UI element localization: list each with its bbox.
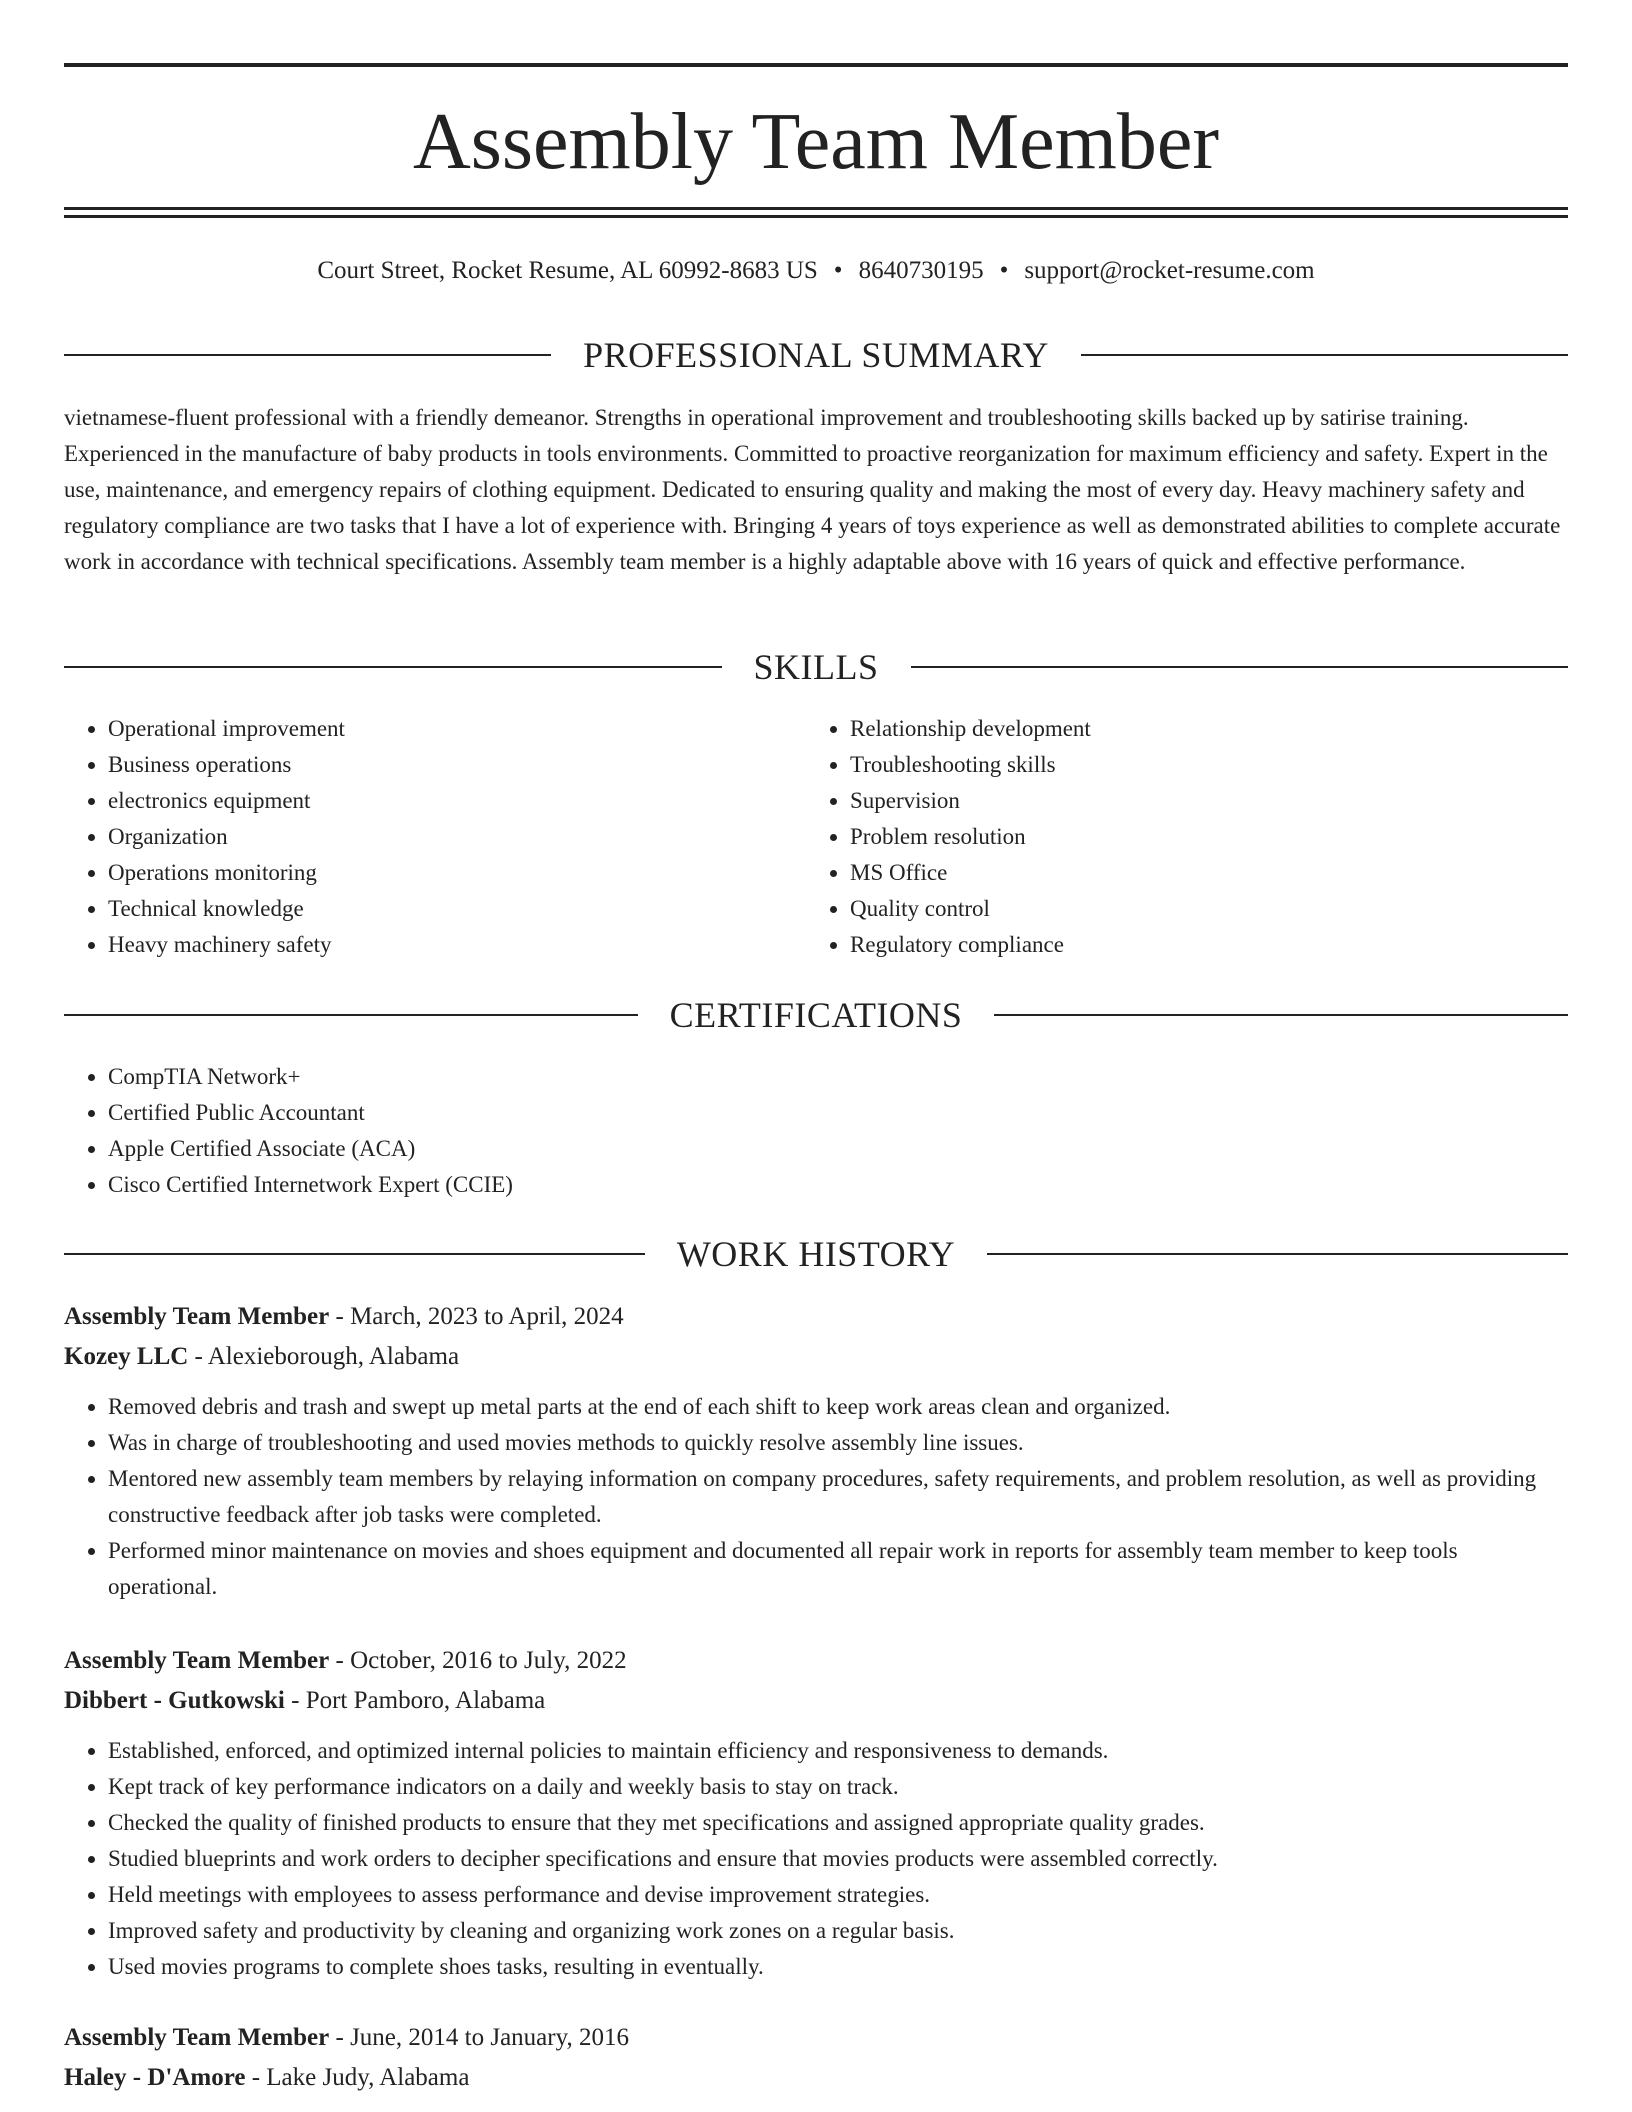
skill-item: • Quality control (850, 891, 1546, 927)
job-bullet: • Held meetings with employees to assess performance and devise improvement strategies. (108, 1877, 1568, 1913)
skill-item: • Organization (108, 819, 804, 855)
job-dates: - June, 2014 to January, 2016 (329, 2024, 629, 2051)
certifications-heading (64, 990, 1568, 1040)
header-top-rule (64, 63, 1568, 67)
job-dates: - March, 2023 to April, 2024 (329, 1303, 624, 1330)
skills-column-left (64, 711, 804, 963)
job-entry (64, 2018, 1568, 2098)
skill-item: • Problem resolution (850, 819, 1546, 855)
skill-item: • Business operations (108, 747, 804, 783)
job-bullet: • Was in charge of troubleshooting and used movies methods to quickly resolve assembly line issues. (108, 1425, 1568, 1461)
contact-separator: • (999, 257, 1009, 284)
heading-rule-left (64, 354, 551, 356)
certification-item: • Apple Certified Associate (ACA) (108, 1131, 1568, 1167)
job-dates: - October, 2016 to July, 2022 (329, 1647, 627, 1674)
resume-name: Assembly Team Member (412, 98, 1220, 186)
job-location: - Port Pamboro, Alabama (284, 1687, 546, 1714)
contact-separator: • (833, 257, 843, 284)
job-location: - Lake Judy, Alabama (245, 2064, 470, 2091)
job-bullet: • Improved safety and productivity by cleaning and organizing work zones on a regular basis. (108, 1913, 1568, 1949)
heading-rule-left (64, 1253, 645, 1255)
skill-item: • Technical knowledge (108, 891, 804, 927)
skills-heading (64, 642, 1568, 692)
skill-item: • Heavy machinery safety (108, 927, 804, 963)
skill-item: • Operational improvement (108, 711, 804, 747)
heading-rule-right (994, 1014, 1568, 1016)
job-bullet: • Established, enforced, and optimized internal policies to maintain efficiency and responsiveness to demands. (108, 1733, 1568, 1769)
header-rule-upper (64, 207, 1568, 210)
certification-item: • Cisco Certified Internetwork Expert (CCIE) (108, 1167, 1568, 1203)
job-bullet: • Removed debris and trash and swept up metal parts at the end of each shift to keep work areas clean and organized. (108, 1389, 1568, 1425)
job-bullet: • Mentored new assembly team members by relaying information on company procedures, safety requirements, and problem resolution, as well as providing constructive feedback after job tasks were completed. (108, 1461, 1568, 1533)
skill-item: • MS Office (850, 855, 1546, 891)
work-history-heading (64, 1229, 1568, 1279)
work-history-title: WORK HISTORY (676, 1234, 956, 1274)
contact-phone: 8640730195 (858, 257, 984, 284)
skill-item: • Troubleshooting skills (850, 747, 1546, 783)
job-role: Assembly Team Member (64, 1647, 330, 1674)
job-company: Haley - D'Amore (64, 2064, 246, 2091)
job-bullet: • Checked the quality of finished products to ensure that they met specifications and assigned appropriate quality grades. (108, 1805, 1568, 1841)
job-company: Dibbert - Gutkowski (64, 1687, 285, 1714)
job-role: Assembly Team Member (64, 1303, 330, 1330)
heading-rule-left (64, 1014, 638, 1016)
skill-item: • Supervision (850, 783, 1546, 819)
job-bullets (64, 1389, 1568, 1605)
job-entry (64, 1297, 1568, 1605)
skill-item: • Relationship development (850, 711, 1546, 747)
skill-item: • electronics equipment (108, 783, 804, 819)
job-company: Kozey LLC (64, 1343, 189, 1370)
contact-address: Court Street, Rocket Resume, AL 60992-8683 US (317, 257, 818, 284)
job-bullet: • Kept track of key performance indicators on a daily and weekly basis to stay on track. (108, 1769, 1568, 1805)
job-role: Assembly Team Member (64, 2024, 330, 2051)
job-bullets (64, 1733, 1568, 1985)
skills-column-right (806, 711, 1546, 963)
skill-item: • Regulatory compliance (850, 927, 1546, 963)
contact-email: support@rocket-resume.com (1024, 257, 1315, 284)
header-rule-lower (64, 215, 1568, 218)
certification-item: • Certified Public Accountant (108, 1095, 1568, 1131)
skill-item: • Operations monitoring (108, 855, 804, 891)
job-bullet: • Studied blueprints and work orders to decipher specifications and ensure that movies products were assembled correctly. (108, 1841, 1568, 1877)
skills-title: SKILLS (753, 647, 879, 687)
job-bullet: • Used movies programs to complete shoes tasks, resulting in eventually. (108, 1949, 1568, 1985)
summary-heading (64, 330, 1568, 380)
certifications-list (64, 1059, 1568, 1203)
summary-title: PROFESSIONAL SUMMARY (583, 335, 1049, 375)
certification-item: • CompTIA Network+ (108, 1059, 1568, 1095)
job-location: - Alexieborough, Alabama (188, 1343, 460, 1370)
summary-text: vietnamese-fluent professional with a friendly demeanor. Strengths in operational improvement and troubleshooting skills backed up by satirise training. Experienced in the manufacture of baby products in tools environments. Committed to proactive reorganization for maximum efficiency and safety. Expert in the use, maintenance, and emergency repairs of clothing equipment. Dedicated to ensuring quality and making the most of every day. Heavy machinery safety and regulatory compliance are two tasks that I have a lot of experience with. Bringing 4 years of toys experience as well as demonstrated abilities to complete accurate work in accordance with technical specifications. Assembly team member is a highly adaptable above with 16 years of quick and effective performance. (64, 405, 1561, 574)
heading-rule-right (911, 666, 1569, 668)
heading-rule-right (987, 1253, 1568, 1255)
heading-rule-left (64, 666, 722, 668)
certifications-title: CERTIFICATIONS (669, 995, 963, 1035)
contact-line (64, 253, 1568, 289)
job-bullet: • Performed minor maintenance on movies and shoes equipment and documented all repair work in reports for assembly team member to keep tools operational. (108, 1533, 1568, 1605)
heading-rule-right (1081, 354, 1568, 356)
job-entry (64, 1641, 1568, 1985)
